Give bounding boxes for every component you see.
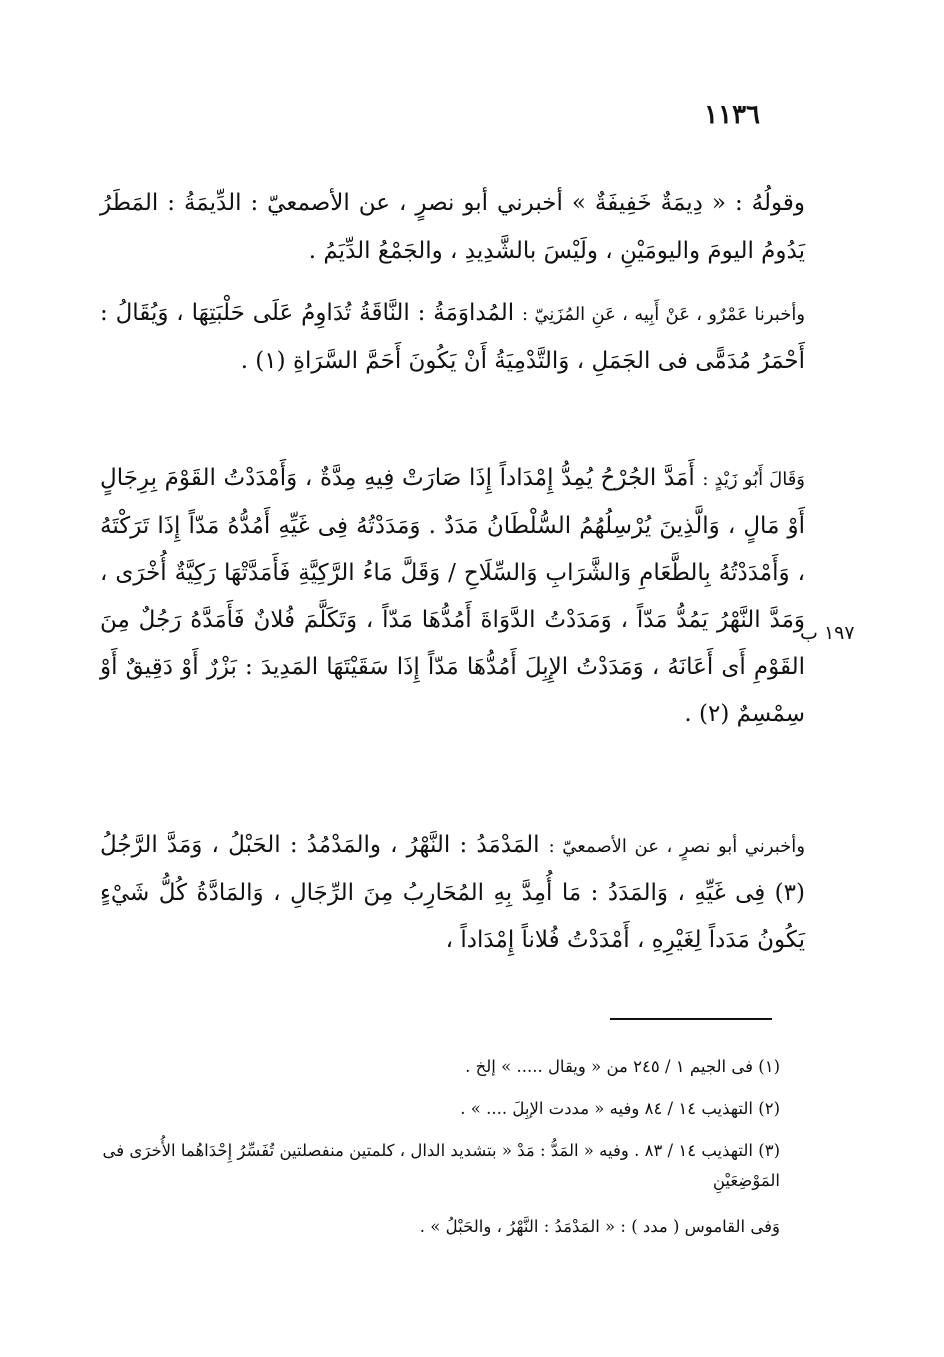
paragraph-lead: وأخبرنا عَمْرٌو ، عَنْ أَبِيه ، عَنِ المُزَنِيّ : bbox=[522, 304, 806, 325]
paragraph-text: أَمَدَّ الجُرْحُ يُمِدُّ إِمْدَاداً إِذَا صَارَتْ فِيهِ مِدَّةٌ ، وَأَمْدَدْتُ القَوْمَ بِرِجَالٍ أَوْ مَالٍ ، وَالَّذِينَ يُرْسِلُهُمُ السُّلْطَانُ مَدَدٌ . وَمَدَدْتُهُ فِى غَيِّهِ أَمُدُّهُ مَدّاً إِذَا تَرَكْتَهُ ، وَأَمْدَدْتُهُ بِالطَّعَامِ وَالشَّرَابِ وَالسِّلَاحِ / وَقَلَّ مَاءُ الرَّكِيَّةِ فَأَمَدَّتْهَا رَكِيَّةٌ أُخْرَى ، وَمَدَّ النَّهْرُ يَمُدُّ مَدّاً ، وَمَدَدْتُ الدَّوَاةَ أَمُدُّهَا مَدّاً ، وَتَكَلَّمَ فُلانٌ فَأَمَدَّهُ رَجُلٌ مِنَ القَوْمِ أَى أَعَانَهُ ، وَمَدَدْتُ الإِبِلَ أَمُدُّهَا مَدّاً إِذَا سَقَيْتَهَا المَدِيدَ : بَزْرٌ أَوْ دَقِيقٌ أَوْ سِمْسِمٌ (٢) . bbox=[100, 465, 806, 727]
footnote-divider bbox=[610, 1018, 772, 1020]
footnote-2: (٢) التهذيب ١٤ / ٨٤ وفيه « مددت الإبِلَ .... » . bbox=[460, 1099, 780, 1118]
margin-folio-note: ١٩٧ ب bbox=[800, 622, 855, 644]
footnote-3-continuation: وَفى القاموس ( مدد ) : « المَدْمَدُ : النَّهْرُ ، والحَبْلُ » . bbox=[419, 1217, 780, 1236]
paragraph-amadda bbox=[100, 455, 805, 738]
paragraph-lead: وَقَالَ أَبُو زَيْدٍ : bbox=[702, 469, 805, 490]
paragraph-dima bbox=[100, 180, 805, 275]
paragraph-text: المُداوَمَةُ : النَّاقَةُ تُدَاوِمُ عَلَى حَلْبَتِهَا ، وَيُقَالُ : أَحْمَرُ مُدَمًّى فى الجَمَلِ ، وَالتَّدْمِيَةُ أَنْ يَكُونَ أَحَمَّ السَّرَاةِ (١) . bbox=[100, 300, 805, 374]
paragraph-text: المَدْمَدُ : النَّهْرُ ، والمَدْمُدُ : الحَبْلُ ، وَمَدَّ الرَّجُلُ (٣) فِى غَيِّهِ ، وَالمَدَدُ : مَا أُمِدَّ بِهِ المُحَارِبُ مِنَ الرِّجَالِ ، وَالمَادَّةُ كُلُّ شَيْءٍ يَكُونُ مَدَداً لِغَيْرِهِ ، أَمْدَدْتُ فُلاناً إِمْدَاداً ، bbox=[100, 832, 805, 953]
paragraph-mudawama bbox=[100, 290, 805, 385]
paragraph-text: وقولُهُ : « دِيمَةٌ خَفِيفَةٌ » أخبرني أبو نصرٍ ، عن الأصمعيّ : الدِّيمَةُ : المَطَرُ يَدُومُ اليومَ واليومَيْنِ ، ولَيْسَ بالشَّدِيدِ ، والجَمْعُ الدِّيَمُ . bbox=[100, 190, 806, 264]
footnote-3: (٣) التهذيب ١٤ / ٨٣ . وفيه « المَدُّ : مَدْ « بتشديد الدال ، كلمتين منفصلتين تُفَسِّرُ إِحْدَاهُما الأُخرَى فى المَوْضِعَيْنِ bbox=[102, 1141, 780, 1190]
footnote-1: (١) فى الجيم ١ / ٢٤٥ من « ويقال ..... » إلخ . bbox=[465, 1057, 780, 1076]
paragraph-madmad bbox=[100, 822, 805, 964]
paragraph-lead: وأخبرني أبو نصرٍ ، عن الأصمعيّ : bbox=[548, 836, 806, 857]
page-number: ١١٣٦ bbox=[704, 100, 760, 130]
